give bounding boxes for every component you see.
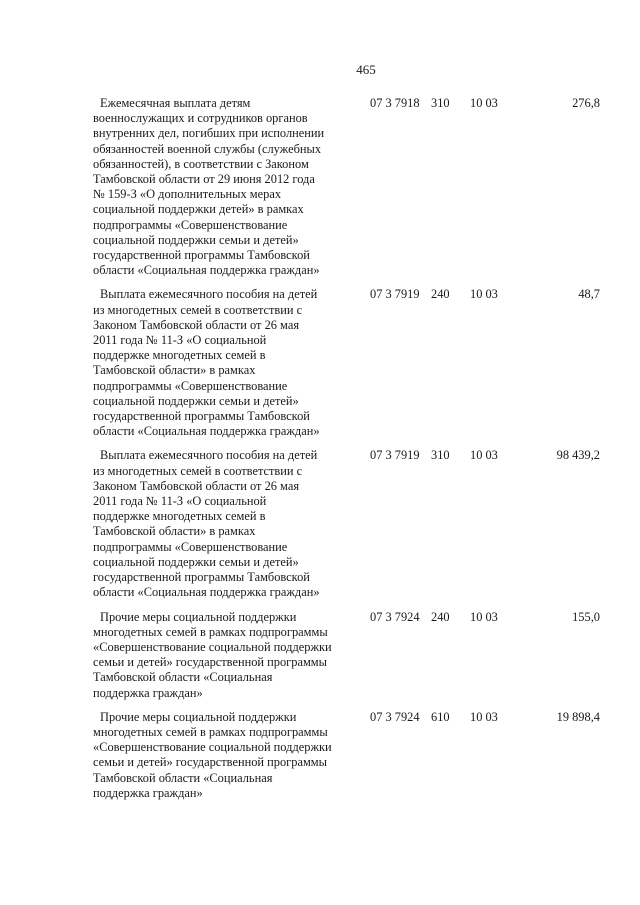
- table-row: [93, 710, 608, 801]
- row-description: Прочие меры социальной поддержки многодетных семей в рамках подпрограммы «Совершенствование социальной поддержки семьи и детей» государственной программы Тамбовской области «Социальная поддержка граждан»: [93, 609, 332, 700]
- row-target-code: 07 3 7924: [370, 709, 420, 724]
- row-amount: 19 898,4: [556, 709, 600, 724]
- row-expense-type: 310: [431, 96, 450, 110]
- row-target-code: 07 3 7919: [370, 287, 420, 302]
- row-amount: 98 439,2: [556, 448, 600, 463]
- table-row: [93, 448, 608, 600]
- budget-table: [93, 96, 608, 810]
- row-amount: 155,0: [572, 609, 600, 624]
- row-target-code: 07 3 7924: [370, 609, 420, 624]
- row-section-code: 10 03: [470, 709, 498, 724]
- table-row: [93, 610, 608, 701]
- row-amount: 48,7: [578, 287, 600, 302]
- row-expense-type: 310: [431, 448, 450, 463]
- row-amount: 276,8: [572, 96, 600, 110]
- table-row: [93, 96, 608, 278]
- row-section-code: 10 03: [470, 96, 498, 110]
- row-description: Прочие меры социальной поддержки многодетных семей в рамках подпрограммы «Совершенствование социальной поддержки семьи и детей» государственной программы Тамбовской области «Социальная поддержка граждан»: [93, 709, 332, 800]
- row-section-code: 10 03: [470, 609, 498, 624]
- row-description: Выплата ежемесячного пособия на детей из многодетных семей в соответствии с Законом Тамбовской области от 26 мая 2011 года № 11-З «О социальной поддержке многодетных семей в Тамбовской области» в рамках подпрограммы «Совершенствование социальной поддержки семьи и детей» государственной программы Тамбовской области «Социальная поддержка граждан»: [93, 448, 320, 600]
- row-target-code: 07 3 7918: [370, 96, 420, 110]
- row-section-code: 10 03: [470, 448, 498, 463]
- row-description: Ежемесячная выплата детям военнослужащих и сотрудников органов внутренних дел, погибших при исполнении обязанностей военной службы (служебных обязанностей), в соответствии с Законом Тамбовской области от 29 июня 2012 года № 159-З «О дополнительных мерах социальной поддержки детей» в рамках подпрограммы «Совершенствование социальной поддержки семьи и детей» государственной программы Тамбовской области «Социальная поддержка граждан»: [93, 96, 325, 278]
- row-target-code: 07 3 7919: [370, 448, 420, 463]
- row-section-code: 10 03: [470, 287, 498, 302]
- table-row: [93, 287, 608, 439]
- row-expense-type: 240: [431, 287, 450, 302]
- row-expense-type: 610: [431, 709, 450, 724]
- page-number: 465: [356, 62, 376, 77]
- row-description: Выплата ежемесячного пособия на детей из многодетных семей в соответствии с Законом Тамбовской области от 26 мая 2011 года № 11-З «О социальной поддержке многодетных семей в Тамбовской области» в рамках подпрограммы «Совершенствование социальной поддержки семьи и детей» государственной программы Тамбовской области «Социальная поддержка граждан»: [93, 287, 320, 439]
- row-expense-type: 240: [431, 609, 450, 624]
